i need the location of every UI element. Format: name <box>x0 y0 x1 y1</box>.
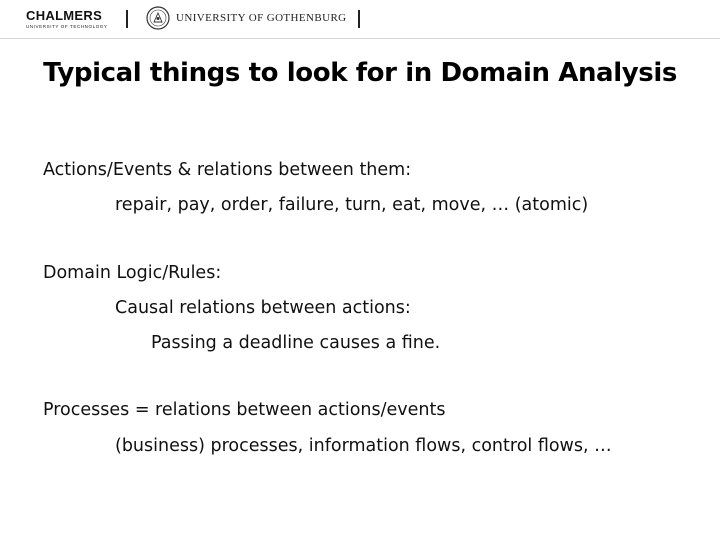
logo-divider <box>126 10 128 28</box>
subitem-causal-relations: Causal relations between actions: <box>115 298 411 318</box>
subitem-process-types: (business) processes, information flows, control flows, … <box>115 436 612 456</box>
slide-title: Typical things to look for in Domain Analysis <box>43 58 677 88</box>
chalmers-subtitle: UNIVERSITY OF TECHNOLOGY <box>26 24 108 29</box>
subitem-atomic-actions: repair, pay, order, failure, turn, eat, move, … (atomic) <box>115 195 589 215</box>
subitem-deadline-example: Passing a deadline causes a fine. <box>151 333 441 353</box>
logo-divider-end <box>358 10 360 28</box>
bullet-processes: Processes = relations between actions/events <box>43 400 446 420</box>
bullet-actions-events: Actions/Events & relations between them: <box>43 160 412 180</box>
gothenburg-name: UNIVERSITY OF GOTHENBURG <box>176 12 347 24</box>
logo-header <box>0 0 720 39</box>
university-seal-icon <box>146 6 170 30</box>
chalmers-name: CHALMERS <box>26 8 103 23</box>
chalmers-logo <box>26 9 108 30</box>
bullet-domain-logic: Domain Logic/Rules: <box>43 263 222 283</box>
